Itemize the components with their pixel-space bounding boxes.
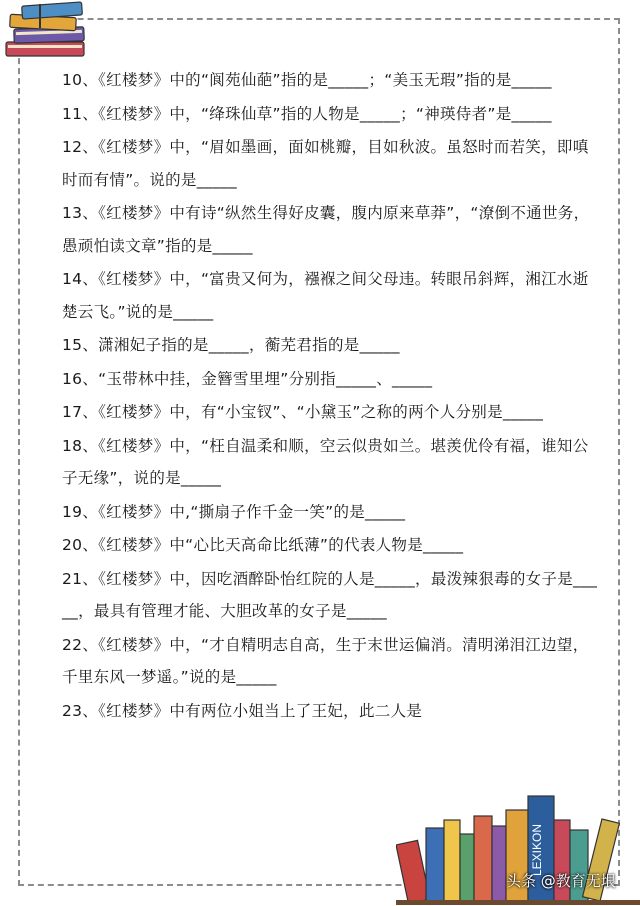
question-12: 12、《红楼梦》中，“眉如墨画，面如桃瓣，目如秋波。虽怒时而若笑，即嗔时而有情”。说的是_____ bbox=[62, 138, 589, 189]
question-22: 22、《红楼梦》中，“才自精明志自高，生于末世运偏消。清明涕泪江边望，千里东风一梦遥。”说的是_____ bbox=[62, 635, 589, 686]
question-13: 13、《红楼梦》中有诗“纵然生得好皮囊，腹内原来草莽”，“潦倒不通世务，愚顽怕读文章”指的是_____ bbox=[62, 204, 590, 255]
book-spine-text: LEXIKON bbox=[530, 823, 544, 877]
question-23: 23、《红楼梦》中有两位小姐当上了王妃，此二人是 bbox=[62, 701, 423, 720]
question-18: 18、《红楼梦》中，“枉自温柔和顺，空云似贵如兰。堪羡优伶有福，谁知公子无缘”，说的是_____ bbox=[62, 436, 589, 487]
question-17: 17、《红楼梦》中，有“小宝钗”、“小黛玉”之称的两个人分别是_____ bbox=[62, 403, 544, 421]
question-21: 21、《红楼梦》中，因吃酒醉卧怡红院的人是_____，最泼辣狠毒的女子是_____，最具有管理才能、大胆改革的女子是_____ bbox=[62, 569, 598, 620]
question-20: 20、《红楼梦》中“心比天高命比纸薄”的代表人物是_____ bbox=[62, 536, 464, 554]
question-10: 10、《红楼梦》中的“阆苑仙葩”指的是_____；“美玉无瑕”指的是_____ bbox=[62, 71, 552, 89]
question-19: 19、《红楼梦》中,“撕扇子作千金一笑”的是_____ bbox=[62, 502, 406, 521]
question-11: 11、《红楼梦》中，“绛珠仙草”指的人物是_____；“神瑛侍者”是_____ bbox=[62, 104, 552, 123]
watermark: 头条 @教育无垠 bbox=[506, 872, 616, 890]
question-14: 14、《红楼梦》中，“富贵又何为，襁褓之间父母违。转眼吊斜辉，湘江水逝楚云飞。”说的是_____ bbox=[62, 270, 589, 321]
question-list bbox=[62, 64, 602, 727]
question-16: 16、“玉带林中挂，金簪雪里埋”分别指_____、_____ bbox=[62, 369, 433, 388]
question-15: 15、潇湘妃子指的是_____，蘅芜君指的是_____ bbox=[62, 336, 400, 354]
book-stack-icon bbox=[0, 0, 96, 62]
